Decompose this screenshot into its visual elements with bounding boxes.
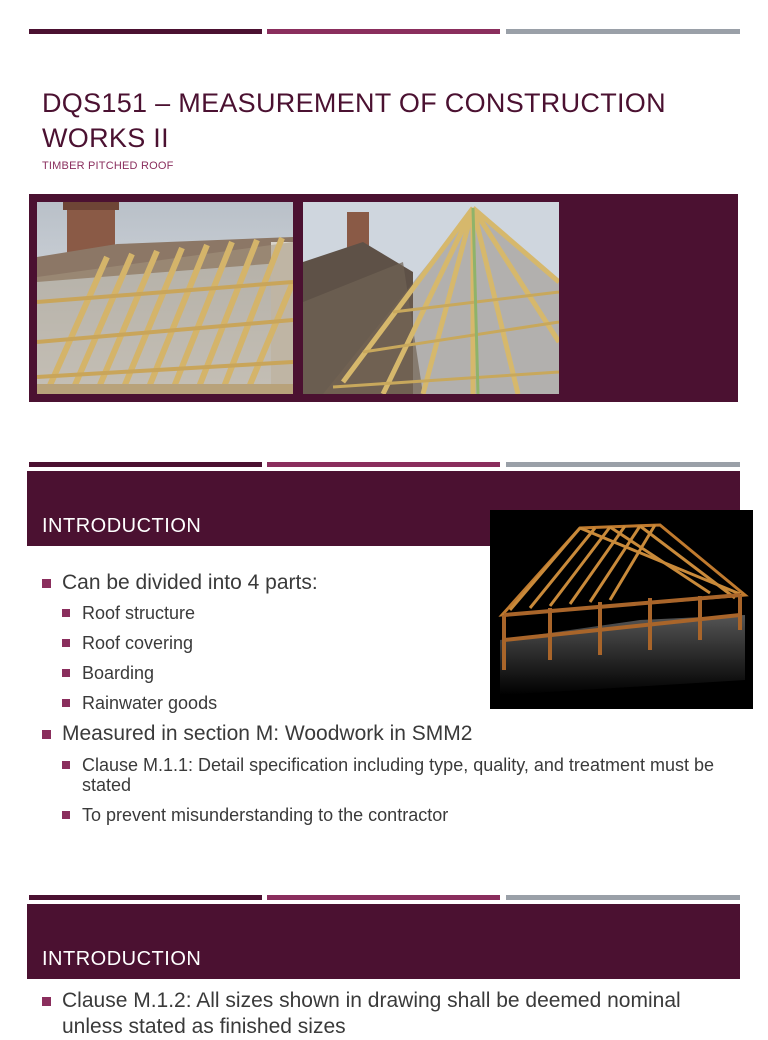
list-item — [42, 693, 722, 713]
divider-bar-accent — [267, 895, 500, 900]
bullet-marker — [62, 609, 70, 617]
list-item — [42, 663, 722, 683]
bullet-text: To prevent misunderstanding to the contractor — [82, 805, 449, 825]
divider-bar-grey — [506, 895, 740, 900]
bullet-marker — [42, 997, 51, 1006]
bullet-text: Clause M.1.2: All sizes shown in drawing shall be deemed nominal unless stated as finished sizes — [62, 989, 681, 1038]
divider-bar-dark — [29, 895, 262, 900]
divider-bar-accent — [267, 29, 500, 34]
bullet-marker — [62, 699, 70, 707]
list-item — [42, 570, 722, 596]
bullet-text: Can be divided into 4 parts: — [62, 571, 318, 594]
roof-photo-left — [37, 202, 293, 394]
divider-bars — [29, 895, 740, 900]
divider-bar-accent — [267, 462, 500, 467]
divider-bar-dark — [29, 462, 262, 467]
photo-band — [29, 194, 738, 402]
bullet-list — [42, 988, 732, 1040]
slide-title: DQS151 – MEASUREMENT OF CONSTRUCTION WORKS II — [42, 88, 666, 153]
list-item — [42, 603, 722, 623]
roof-photo-right — [303, 202, 559, 394]
bullet-marker — [62, 761, 70, 769]
bullet-text: Roof structure — [82, 603, 196, 623]
section-heading: INTRODUCTION — [42, 948, 202, 970]
bullet-marker — [42, 730, 51, 739]
bullet-marker — [62, 669, 70, 677]
list-item — [42, 633, 722, 653]
bullet-marker — [42, 579, 51, 588]
divider-bars — [29, 462, 740, 467]
divider-bar-grey — [506, 462, 740, 467]
bullet-list — [42, 570, 722, 825]
divider-bars — [29, 29, 740, 34]
slide-subtitle: TIMBER PITCHED ROOF — [42, 160, 174, 172]
section-header — [27, 904, 740, 979]
section-heading: INTRODUCTION — [42, 515, 202, 537]
bullet-text: Rainwater goods — [82, 693, 218, 713]
bullet-text: Clause M.1.1: Detail specification including type, quality, and treatment must be stated — [82, 755, 714, 795]
bullet-marker — [62, 639, 70, 647]
list-item — [42, 805, 722, 825]
divider-bar-dark — [29, 29, 262, 34]
divider-bar-grey — [506, 29, 740, 34]
bullet-text: Boarding — [82, 663, 155, 683]
bullet-text: Measured in section M: Woodwork in SMM2 — [62, 722, 473, 745]
bullet-marker — [62, 811, 70, 819]
list-item — [42, 755, 722, 795]
bullet-text: Roof covering — [82, 633, 194, 653]
list-item — [42, 988, 732, 1040]
list-item — [42, 721, 722, 747]
